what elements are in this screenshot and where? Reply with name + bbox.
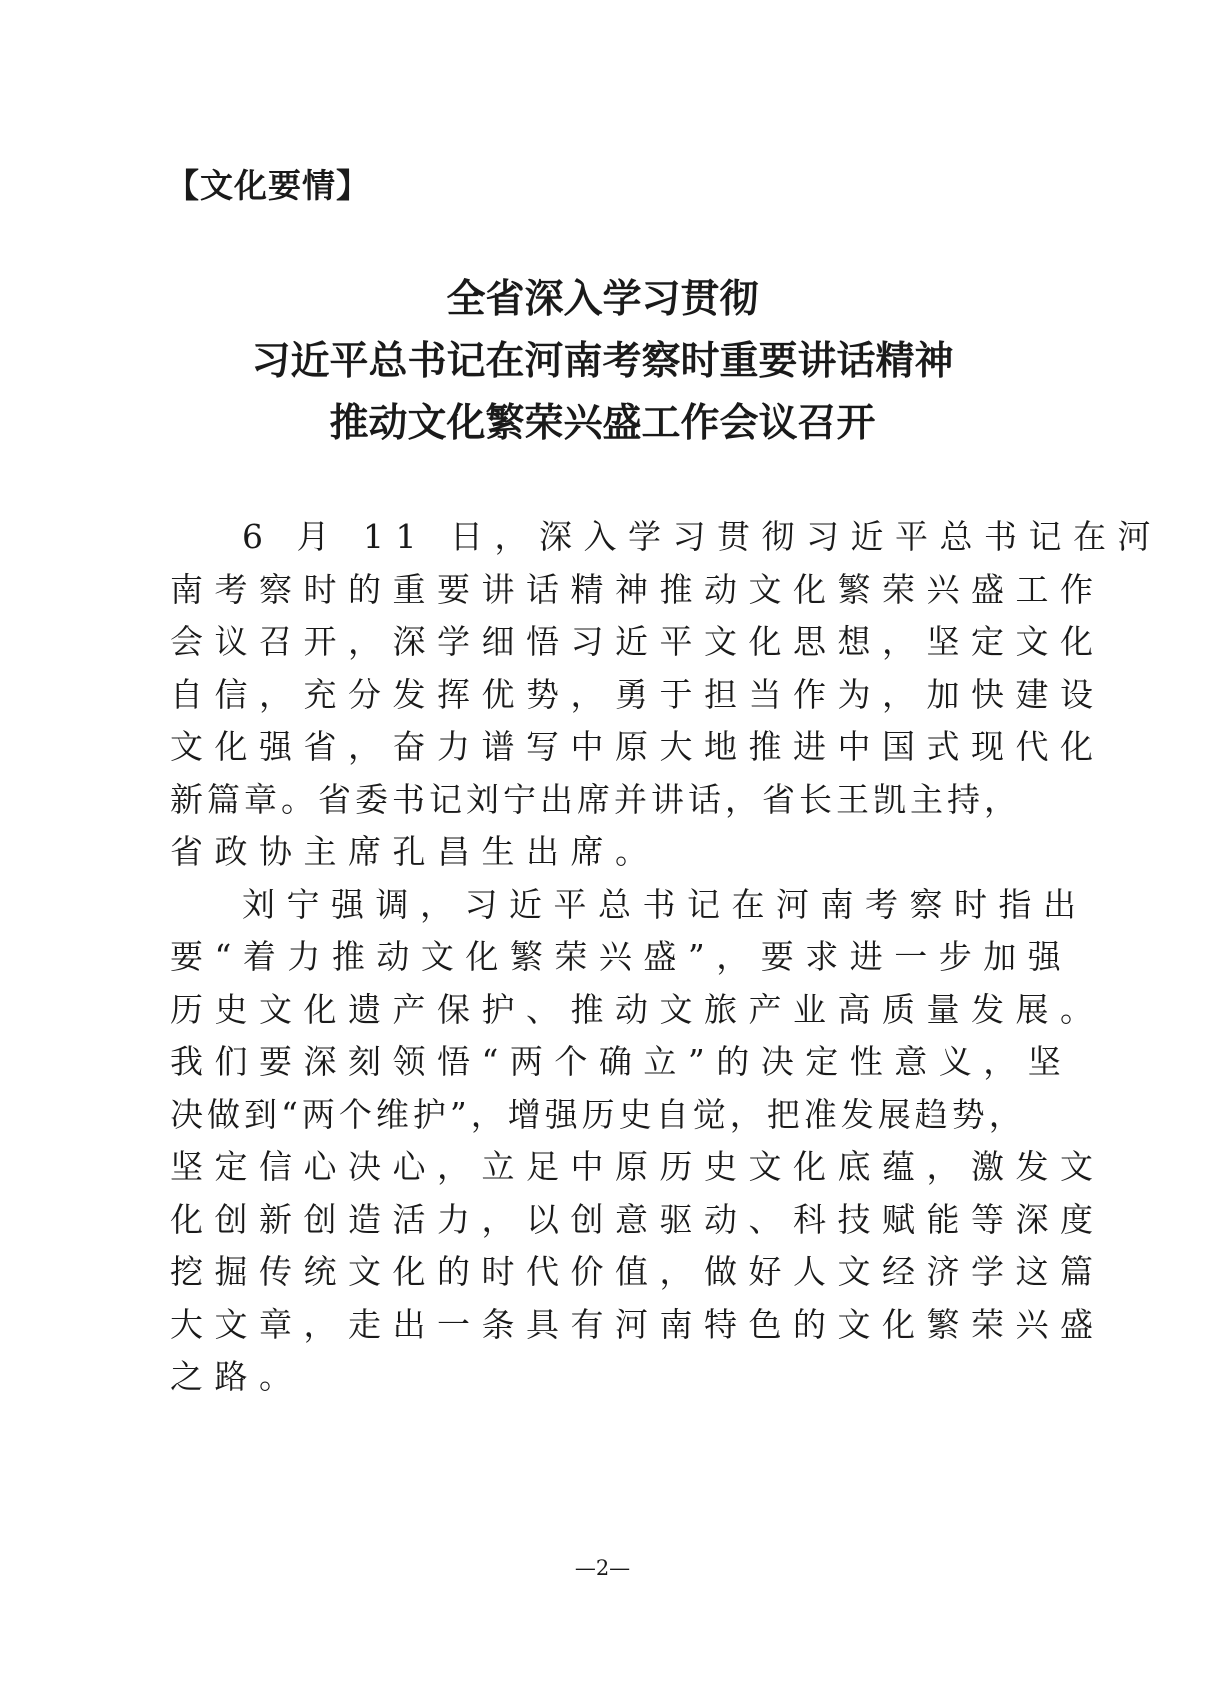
body-line: 决做到“两个维护”，增强历史自觉，把准发展趋势， xyxy=(170,1094,1026,1134)
body-line: 大文章，走出一条具有河南特色的文化繁荣兴盛 xyxy=(170,1304,1105,1344)
body-line: 刘宁强调，习近平总书记在河南考察时指出 xyxy=(242,884,1088,924)
body-line: 之路。 xyxy=(170,1357,304,1396)
body-line: 会议召开，深学细悟习近平文化思想，坚定文化 xyxy=(170,622,1105,661)
article-title xyxy=(0,268,1205,454)
body-line: 自信，充分发挥优势，勇于担当作为，加快建设 xyxy=(170,674,1105,714)
body-line: 要“着力推动文化繁荣兴盛”，要求进一步加强 xyxy=(170,937,1073,976)
body-line: 历史文化遗产保护、推动文旅产业高质量发展。 xyxy=(170,989,1105,1029)
body-line: 新篇章。省委书记刘宁出席并讲话，省长王凯主持， xyxy=(170,779,1021,819)
paragraph-1 xyxy=(170,511,1162,879)
title-line-2: 习近平总书记在河南考察时重要讲话精神 xyxy=(251,338,954,384)
page-number: —2— xyxy=(574,1556,631,1580)
body-line: 文化强省，奋力谱写中原大地推进中国式现代化 xyxy=(170,727,1105,766)
body-line: 我们要深刻领悟“两个确立”的决定性意义，坚 xyxy=(170,1042,1073,1081)
title-line-3: 推动文化繁荣兴盛工作会议召开 xyxy=(329,400,876,446)
body-line: 化创新创造活力，以创意驱动、科技赋能等深度 xyxy=(170,1199,1105,1239)
body-line: 6 月 11 日，深入学习贯彻习近平总书记在河 xyxy=(242,517,1162,556)
body-line: 坚定信心决心，立足中原历史文化底蕴，激发文 xyxy=(170,1147,1105,1186)
body-line: 挖掘传统文化的时代价值，做好人文经济学这篇 xyxy=(170,1252,1105,1291)
section-tag: 【文化要情】 xyxy=(166,166,370,205)
title-line-1: 全省深入学习贯彻 xyxy=(446,276,759,322)
article-body xyxy=(170,511,1162,1404)
paragraph-2 xyxy=(170,879,1105,1404)
body-line: 南考察时的重要讲话精神推动文化繁荣兴盛工作 xyxy=(170,569,1105,609)
body-line: 省政协主席孔昌生出席。 xyxy=(170,832,660,871)
